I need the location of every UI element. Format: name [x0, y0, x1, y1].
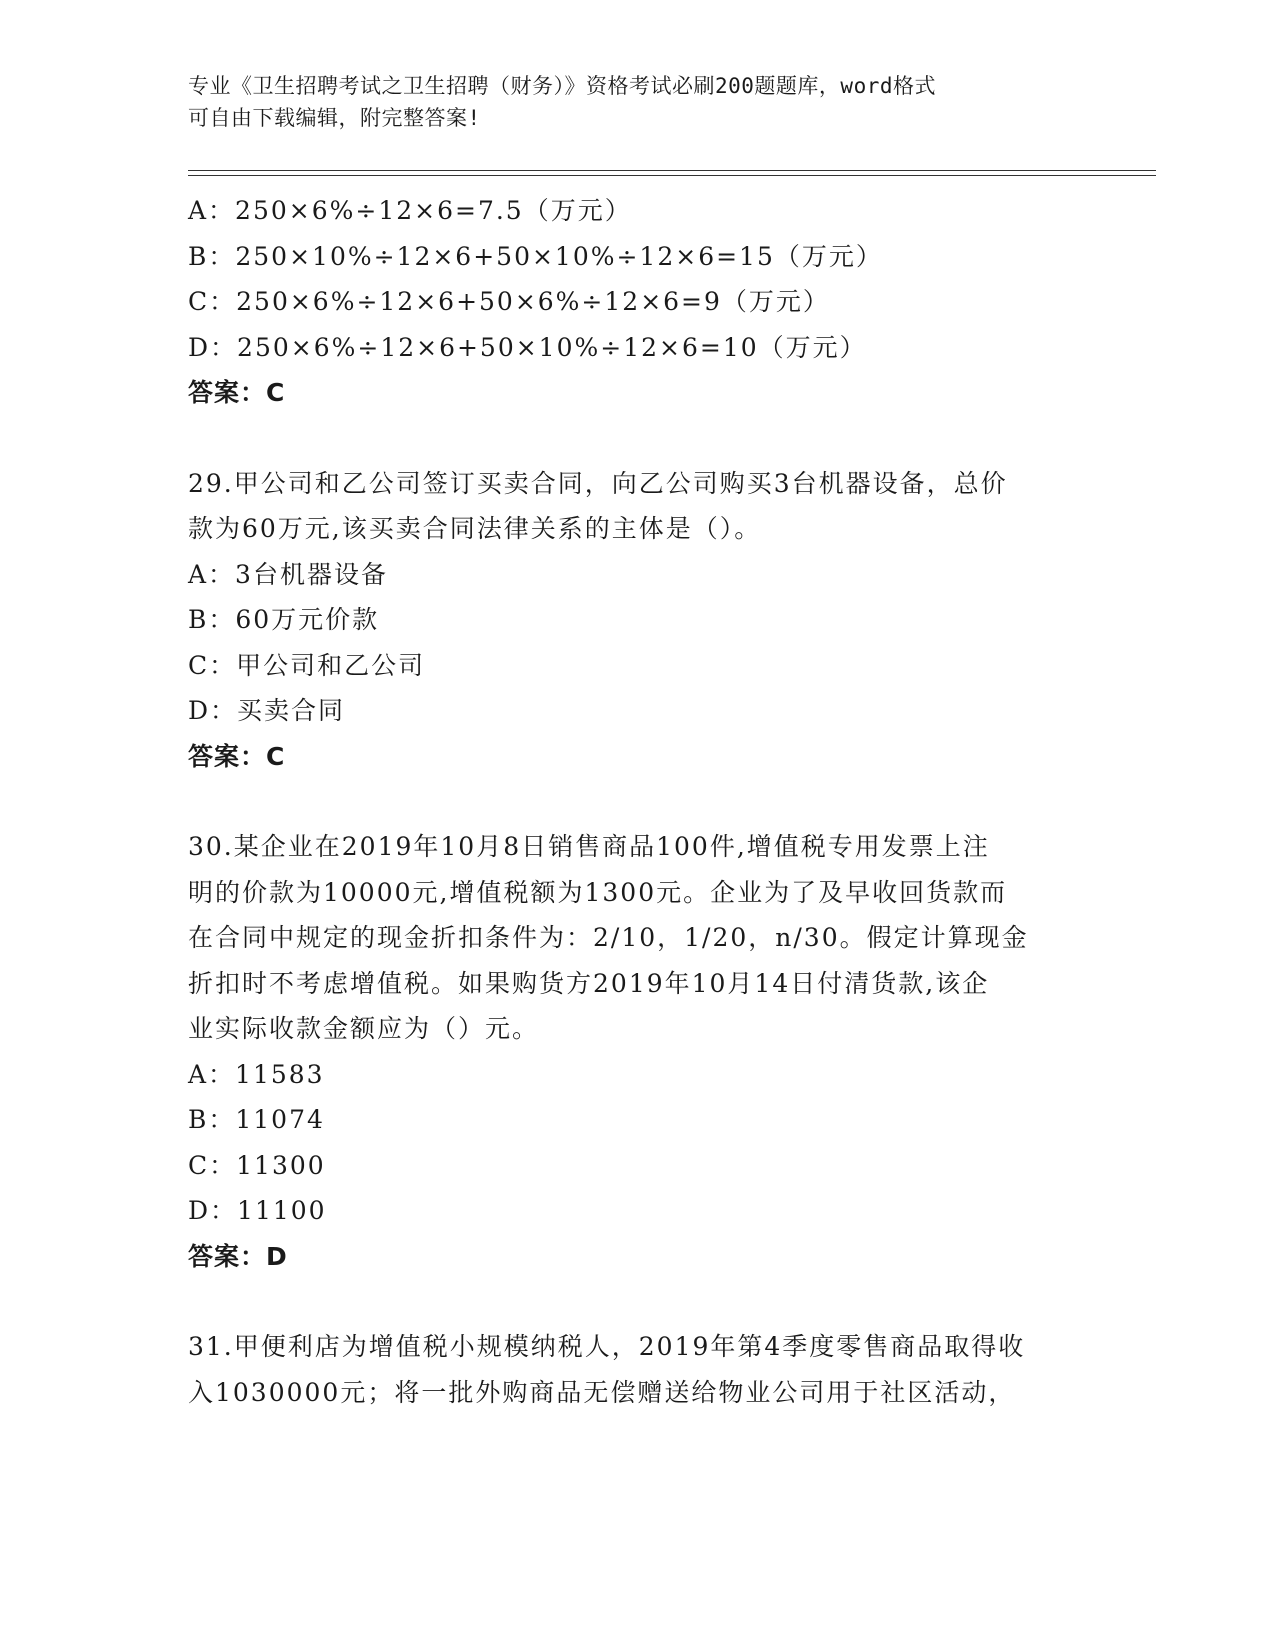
question-text-line: 折扣时不考虑增值税。如果购货方2019年10月14日付清货款,该企 [188, 968, 990, 998]
option-b: B：60万元价款 [188, 605, 380, 634]
question-text-line: 入1030000元；将一批外购商品无偿赠送给物业公司用于社区活动， [188, 1377, 1016, 1407]
question-text-line: 29.甲公司和乙公司签订买卖合同，向乙公司购买3台机器设备，总价 [188, 468, 1008, 498]
question-28-fragment [188, 188, 1088, 416]
question-text-line: 在合同中规定的现金折扣条件为：2/10，1/20，n/30。假定计算现金 [188, 923, 1029, 952]
question-text-line: 31.甲便利店为增值税小规模纳税人，2019年第4季度零售商品取得收 [188, 1332, 1026, 1361]
document-header [188, 70, 1068, 134]
option-a: A：11583 [188, 1059, 325, 1089]
answer: 答案：C [188, 378, 286, 407]
header-rule-bottom [188, 175, 1156, 176]
question-text-line: 明的价款为10000元,增值税额为1300元。企业为了及早收回货款而 [188, 877, 1008, 907]
question-text-line: 30.某企业在2019年10月8日销售商品100件,增值税专用发票上注 [188, 832, 990, 861]
option-d: D：买卖合同 [188, 696, 346, 725]
option-b: B：11074 [188, 1105, 325, 1134]
header-line-2: 可自由下载编辑，附完整答案! [188, 106, 481, 130]
question-30 [188, 824, 1088, 1279]
question-text-line: 业实际收款金额应为（）元。 [188, 1014, 540, 1043]
answer: 答案：C [188, 741, 286, 771]
question-text-line: 款为60万元,该买卖合同法律关系的主体是（）。 [188, 514, 762, 543]
option-c: C：250×6%÷12×6+50×6%÷12×6=9（万元） [188, 287, 830, 316]
question-29 [188, 461, 1088, 780]
option-d: D：250×6%÷12×6+50×10%÷12×6=10（万元） [188, 332, 867, 362]
option-c: C：甲公司和乙公司 [188, 650, 426, 680]
option-a: A：3台机器设备 [188, 559, 388, 589]
answer: 答案：D [188, 1241, 288, 1271]
question-31 [188, 1324, 1088, 1415]
header-rule-top [188, 170, 1156, 171]
option-d: D：11100 [188, 1196, 327, 1225]
question-list [188, 188, 1088, 1415]
option-b: B：250×10%÷12×6+50×10%÷12×6=15（万元） [188, 241, 883, 271]
header-line-1: 专业《卫生招聘考试之卫生招聘（财务）》资格考试必刷200题题库，word格式 [188, 74, 936, 98]
option-a: A：250×6%÷12×6=7.5（万元） [188, 196, 632, 225]
option-c: C：11300 [188, 1150, 326, 1180]
